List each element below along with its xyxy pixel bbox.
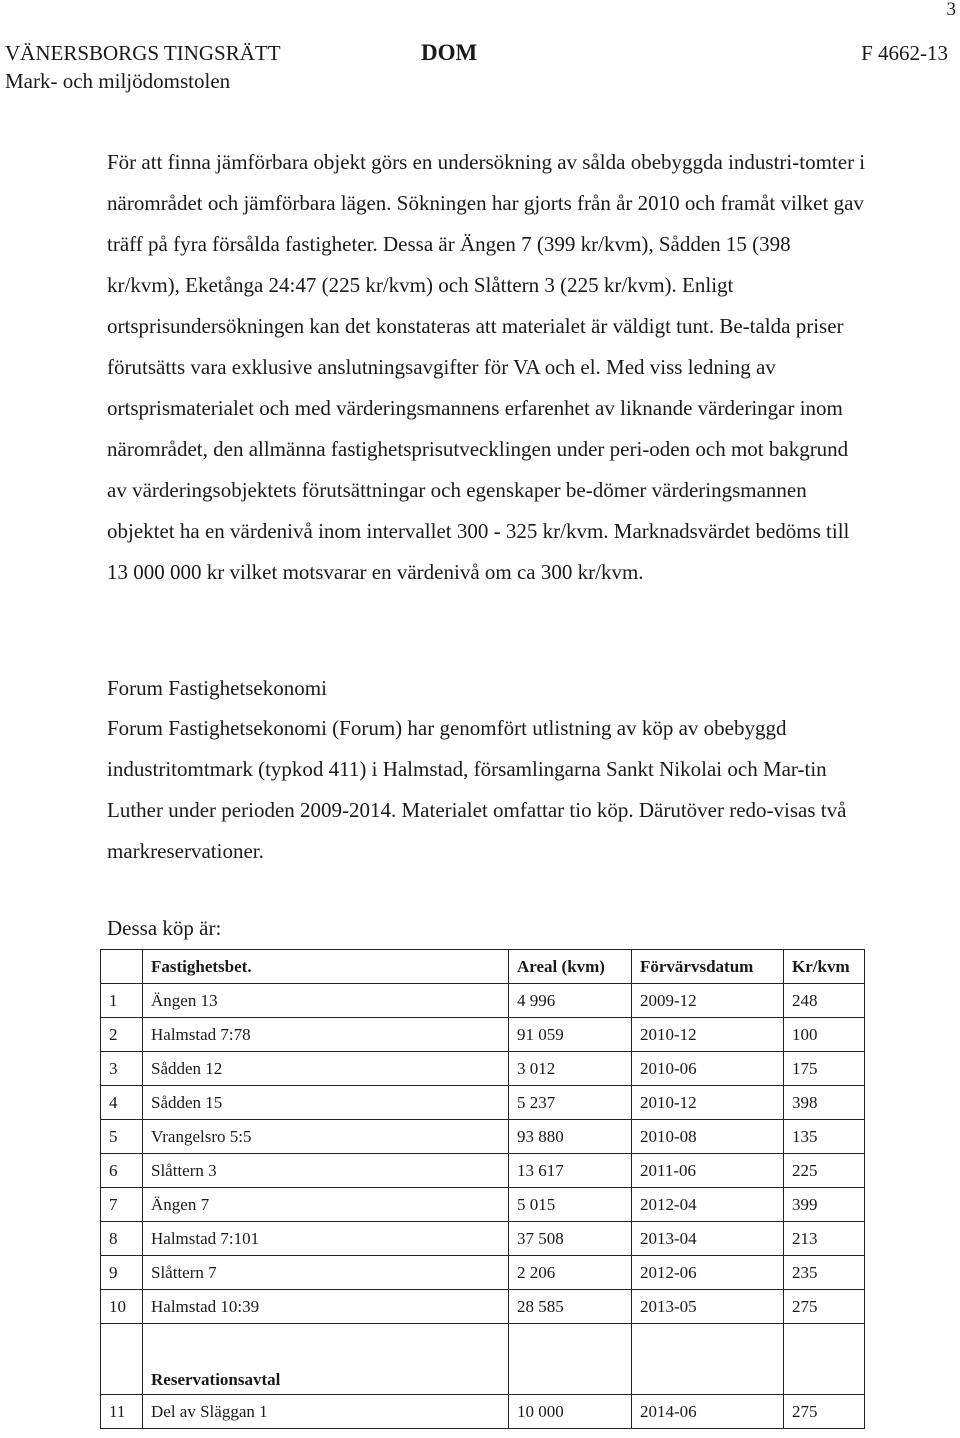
table-cell: 6 [101, 1154, 143, 1188]
table-cell [509, 1324, 632, 1395]
table-cell [632, 1324, 784, 1395]
column-header: Förvärvsdatum [632, 950, 784, 984]
table-cell: Ängen 7 [143, 1188, 509, 1222]
table-cell: Slåttern 3 [143, 1154, 509, 1188]
table-cell: Sådden 15 [143, 1086, 509, 1120]
document-type: DOM [421, 40, 478, 65]
table-cell: 9 [101, 1256, 143, 1290]
table-row [101, 1120, 865, 1154]
table-cell: 10 [101, 1290, 143, 1324]
table-cell: 2 206 [509, 1256, 632, 1290]
table-cell: 213 [784, 1222, 865, 1256]
table-body [101, 984, 865, 1429]
table-row [101, 1188, 865, 1222]
table-cell: 275 [784, 1290, 865, 1324]
court-department: Mark- och miljödomstolen [5, 69, 231, 93]
table-cell: 399 [784, 1188, 865, 1222]
table-cell: 28 585 [509, 1290, 632, 1324]
paragraph-comparison-search: För att finna jämförbara objekt görs en undersökning av sålda obebyggda industri-tomter i närområdet och jämförbara lägen. Sökningen har gjorts från år 2010 och framåt vilket gav träff på fyra försålda fastigheter. Dessa är Ängen 7 (399 kr/kvm), Sådden 15 (398 kr/kvm), Eketånga 24:47 (225 kr/kvm) och Slåttern 3 (225 kr/kvm). Enligt ortsprisundersökningen kan det konstateras att materialet är väldigt tunt. Be-talda priser förutsätts vara exklusive anslutningsavgifter för VA och el. Med viss ledning av ortsprismaterialet och med värderingsmannens erfarenhet av liknande värderingar inom närområdet, den allmänna fastighetsprisutvecklingen under peri-oden och mot bakgrund av värderingsobjektets förutsättningar och egenskaper be-dömer värderingsmannen objektet ha en värdenivå inom intervallet 300 - 325 kr/kvm. Marknadsvärdet bedöms till 13 000 000 kr vilket motsvarar en värdenivå om ca 300 kr/kvm. [107, 150, 866, 584]
table-cell: 2010-12 [632, 1018, 784, 1052]
table-cell: 2014-06 [632, 1395, 784, 1429]
table-cell: 1 [101, 984, 143, 1018]
table-cell: 2013-05 [632, 1290, 784, 1324]
table-cell: 2009-12 [632, 984, 784, 1018]
table-cell: 5 015 [509, 1188, 632, 1222]
table-cell: 4 996 [509, 984, 632, 1018]
column-header: Kr/kvm [784, 950, 865, 984]
table-cell: 2010-08 [632, 1120, 784, 1154]
table-cell: 5 237 [509, 1086, 632, 1120]
table-cell: 11 [101, 1395, 143, 1429]
table-cell: 175 [784, 1052, 865, 1086]
table-cell: 2011-06 [632, 1154, 784, 1188]
table-row [101, 1154, 865, 1188]
table-spacer-row [101, 1324, 865, 1395]
table-cell: Slåttern 7 [143, 1256, 509, 1290]
table-cell: 37 508 [509, 1222, 632, 1256]
table-cell: 13 617 [509, 1154, 632, 1188]
table-cell [101, 1324, 143, 1395]
table-cell: 2012-06 [632, 1256, 784, 1290]
table-row [101, 1290, 865, 1324]
table-cell: 248 [784, 984, 865, 1018]
table-header-row [101, 950, 865, 984]
table-cell: 3 012 [509, 1052, 632, 1086]
table-cell: 3 [101, 1052, 143, 1086]
table-cell: 135 [784, 1120, 865, 1154]
table-cell: Halmstad 7:78 [143, 1018, 509, 1052]
table-cell: 10 000 [509, 1395, 632, 1429]
column-header [101, 950, 143, 984]
table-row [101, 1222, 865, 1256]
table-cell: Del av Släggan 1 [143, 1395, 509, 1429]
court-name: VÄNERSBORGS TINGSRÄTT [5, 41, 281, 65]
table-row [101, 1395, 865, 1429]
table-cell: 225 [784, 1154, 865, 1188]
table-cell: 2010-06 [632, 1052, 784, 1086]
table-cell: 2012-04 [632, 1188, 784, 1222]
table-row [101, 984, 865, 1018]
table-cell: Halmstad 7:101 [143, 1222, 509, 1256]
page-number: 3 [946, 0, 956, 20]
table-row [101, 1256, 865, 1290]
table-cell: Ängen 13 [143, 984, 509, 1018]
table-cell: Sådden 12 [143, 1052, 509, 1086]
section-heading-forum: Forum Fastighetsekonomi [107, 676, 327, 700]
table-cell: 100 [784, 1018, 865, 1052]
table-cell: 4 [101, 1086, 143, 1120]
table-cell: Vrangelsro 5:5 [143, 1120, 509, 1154]
table-row [101, 1018, 865, 1052]
purchases-table [100, 949, 865, 1429]
table-cell: 398 [784, 1086, 865, 1120]
table-cell: 235 [784, 1256, 865, 1290]
table-cell: 91 059 [509, 1018, 632, 1052]
table-cell: Halmstad 10:39 [143, 1290, 509, 1324]
table-cell [784, 1324, 865, 1395]
paragraph-forum: Forum Fastighetsekonomi (Forum) har genomfört utlistning av köp av obebyggd industritomtmark (typkod 411) i Halmstad, församlingarna Sankt Nikolai och Mar-tin Luther under perioden 2009-2014. Materialet omfattar tio köp. Därutöver redo-visas två markreservationer. [107, 716, 847, 863]
table-cell: 5 [101, 1120, 143, 1154]
table-intro: Dessa köp är: [107, 916, 222, 940]
document-header [5, 40, 948, 96]
table-cell: 93 880 [509, 1120, 632, 1154]
table-cell: 2 [101, 1018, 143, 1052]
column-header: Fastighetsbet. [143, 950, 509, 984]
table-cell: 2010-12 [632, 1086, 784, 1120]
reservation-heading: Reservationsavtal [143, 1324, 509, 1395]
table-row [101, 1052, 865, 1086]
table-row [101, 1086, 865, 1120]
case-number: F 4662-13 [861, 41, 948, 65]
table-cell: 275 [784, 1395, 865, 1429]
table-cell: 8 [101, 1222, 143, 1256]
table-cell: 7 [101, 1188, 143, 1222]
table-cell: 2013-04 [632, 1222, 784, 1256]
column-header: Areal (kvm) [509, 950, 632, 984]
